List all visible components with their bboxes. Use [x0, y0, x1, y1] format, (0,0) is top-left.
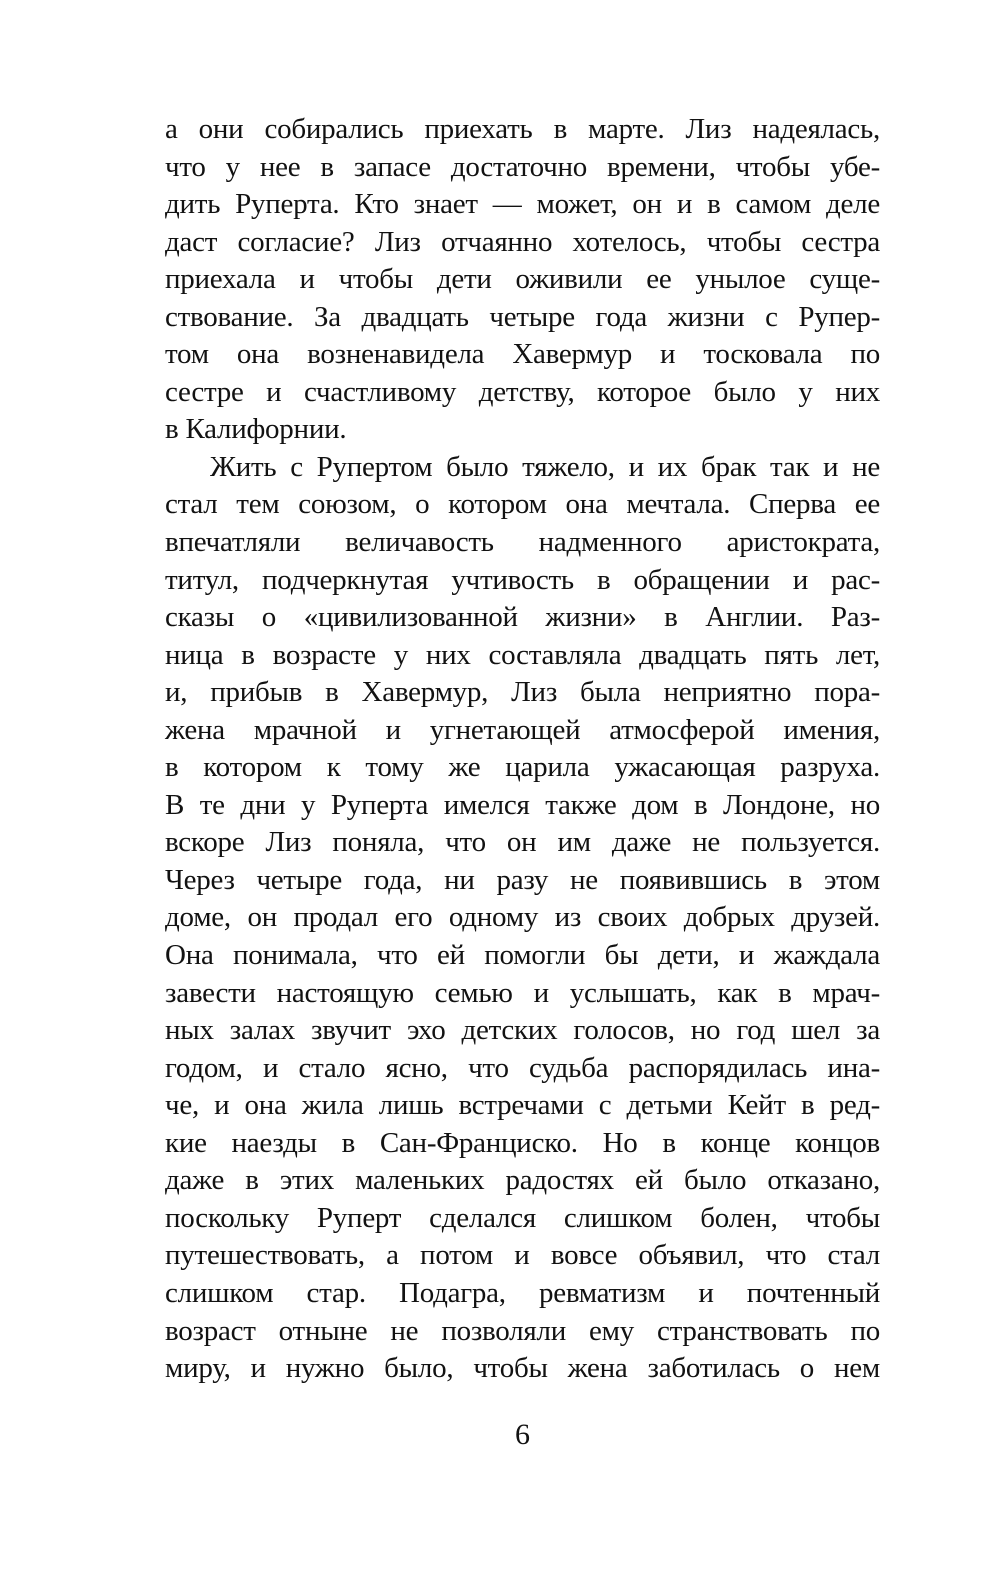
text-line: вскоре Лиз поняла, что он им даже не пользуется. — [165, 826, 880, 859]
text-line: а они собирались приехать в марте. Лиз надеялась, — [165, 113, 880, 145]
text-line: годом, и стало ясно, что судьба распорядилась ина- — [165, 1051, 880, 1084]
text-line: что у нее в запасе достаточно времени, чтобы убе- — [165, 150, 880, 183]
text-line: завести настоящую семью и услышать, как в мрач- — [165, 976, 880, 1009]
text-line: жена мрачной и угнетающей атмосферой имения, — [165, 713, 880, 746]
text-line: Она понимала, что ей помогли бы дети, и жаждала — [165, 939, 880, 972]
text-line: слишком стар. Подагра, ревматизм и почтенный — [165, 1276, 880, 1309]
text-line: сказы о «цивилизованной жизни» в Англии. Раз- — [165, 601, 880, 634]
text-line: ствование. За двадцать четыре года жизни с Рупер- — [165, 300, 880, 333]
text-line: и, прибыв в Хавермур, Лиз была неприятно пора- — [165, 676, 880, 709]
text-line: впечатляли величавость надменного аристократа, — [165, 526, 880, 559]
text-line: сестре и счастливому детству, которое было у них — [165, 375, 880, 408]
text-line: доме, он продал его одному из своих добрых друзей. — [165, 901, 880, 934]
text-line: даже в этих маленьких радостях ей было отказано, — [165, 1164, 880, 1197]
text-line: ных залах звучит эхо детских голосов, но год шел за — [165, 1014, 880, 1047]
text-line: даст согласие? Лиз отчаянно хотелось, чтобы сестра — [165, 225, 880, 258]
text-line: че, и она жила лишь встречами с детьми Кейт в ред- — [165, 1089, 880, 1122]
text-line: том она возненавидела Хавермур и тосковала по — [165, 338, 880, 371]
text-line: поскольку Руперт сделался слишком болен, чтобы — [165, 1201, 880, 1234]
text-line: Через четыре года, ни разу не появившись в этом — [165, 863, 880, 896]
text-line: кие наезды в Сан-Франциско. Но в конце концов — [165, 1126, 880, 1159]
text-line: дить Руперта. Кто знает — может, он и в самом деле — [165, 188, 880, 221]
text-line: возраст отныне не позволяли ему странствовать по — [165, 1314, 880, 1347]
page-number: 6 — [515, 1418, 530, 1451]
text-line: титул, подчеркнутая учтивость в обращении и рас- — [165, 563, 880, 596]
text-line: путешествовать, а потом и вовсе объявил, что стал — [165, 1239, 880, 1272]
text-line: ница в возрасте у них составляла двадцать пять лет, — [165, 638, 880, 671]
text-line: в котором к тому же царила ужасающая разруха. — [165, 751, 880, 784]
text-line: стал тем союзом, о котором она мечтала. Сперва ее — [165, 488, 880, 521]
text-line: миру, и нужно было, чтобы жена заботилась о нем — [165, 1352, 880, 1385]
text-line: Жить с Рупертом было тяжело, и их брак так и не — [210, 450, 880, 483]
text-line: в Калифорнии. — [165, 413, 347, 446]
text-line: приехала и чтобы дети оживили ее унылое суще- — [165, 263, 880, 296]
text-line: В те дни у Руперта имелся также дом в Лондоне, но — [165, 788, 880, 821]
text-block — [165, 111, 880, 1388]
